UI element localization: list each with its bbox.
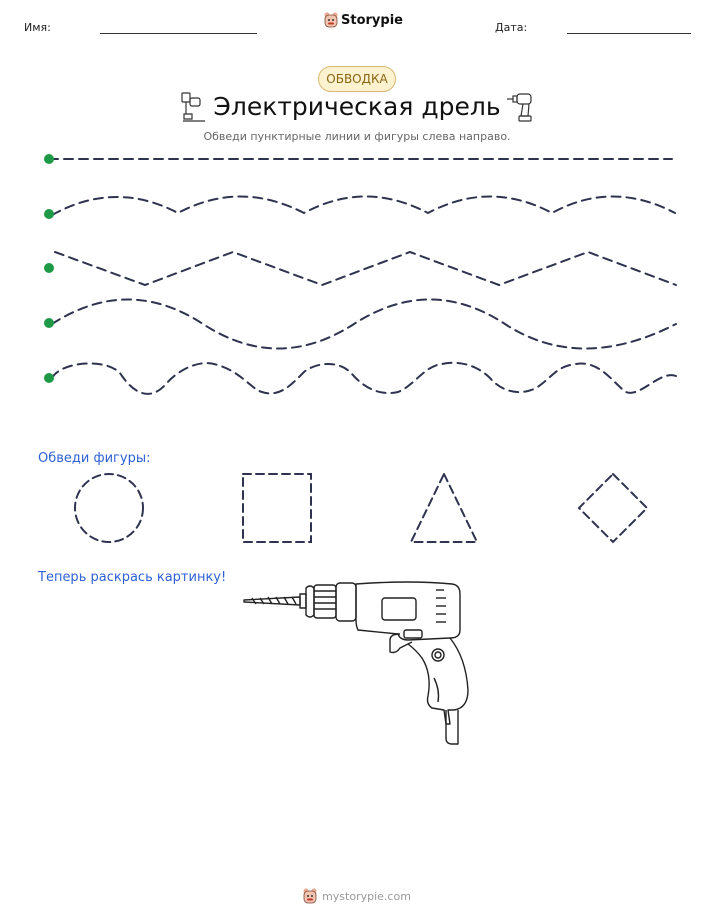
category-badge: ОБВОДКА <box>318 66 396 92</box>
brand-logo <box>324 12 403 28</box>
date-field[interactable] <box>567 33 691 34</box>
name-field[interactable] <box>100 33 257 34</box>
tracing-lines <box>0 140 714 400</box>
start-dot-icon <box>44 263 54 273</box>
footer-site-link[interactable]: mystorypie.com <box>322 889 411 903</box>
tracing-shapes <box>0 465 714 555</box>
shapes-heading: Обведи фигуры: <box>38 451 151 466</box>
start-dot-icon <box>44 209 54 219</box>
instructions: Обведи пунктирные линии и фигуры слева направо. <box>203 130 511 143</box>
start-dot-icon <box>44 154 54 164</box>
cordless-drill-icon <box>506 90 536 124</box>
storypie-logo-icon <box>324 12 338 28</box>
trace-line-gentle-wave[interactable] <box>52 197 675 216</box>
coloring-heading: Теперь раскрась картинку! <box>38 570 227 585</box>
electric-drill-image[interactable] <box>240 578 475 750</box>
start-dot-icon <box>44 373 54 383</box>
trace-line-zigzag[interactable] <box>55 252 676 285</box>
name-label: Имя: <box>24 21 51 34</box>
date-label: Дата: <box>495 21 528 34</box>
footer <box>0 888 714 904</box>
brand-name: Storypie <box>341 12 403 28</box>
start-dot-icon <box>44 318 54 328</box>
page-title: Электрическая дрель <box>213 92 501 121</box>
storypie-logo-icon <box>303 888 317 904</box>
trace-line-wave[interactable] <box>52 300 676 349</box>
trace-shape-triangle[interactable] <box>411 474 477 542</box>
trace-line-rounded-wave[interactable] <box>52 363 676 394</box>
trace-shape-square[interactable] <box>243 474 311 542</box>
trace-shape-diamond[interactable] <box>579 474 647 542</box>
trace-shape-circle[interactable] <box>75 474 143 542</box>
